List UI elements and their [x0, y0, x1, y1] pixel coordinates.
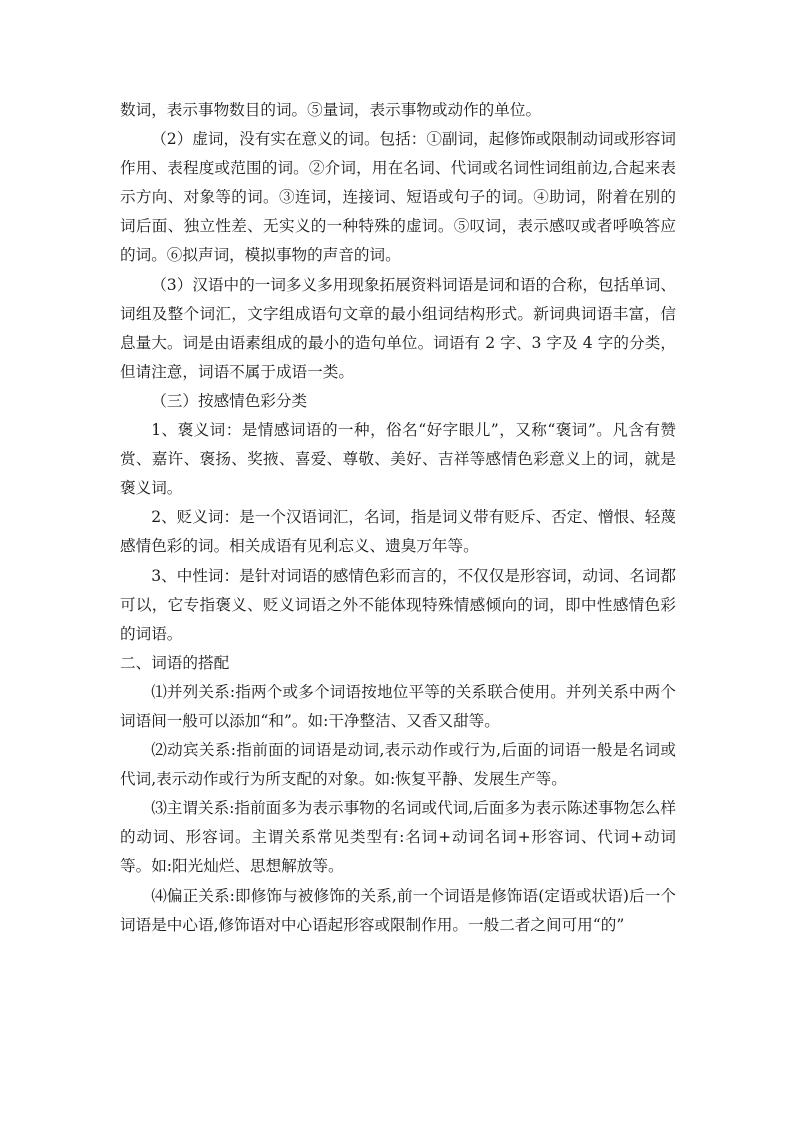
paragraph-derogatory: 2、贬义词：是一个汉语词汇，名词，指是词义带有贬斥、否定、憎恨、轻蔑感情色彩的词。相关成语有见利忘义、遗臭万年等。	[120, 508, 676, 556]
paragraph-coordinate: ⑴并列关系:指两个或多个词语按地位平等的关系联合使用。并列关系中两个词语间一般可以添加“和”。如:干净整洁、又香又甜等。	[120, 682, 676, 730]
paragraph-polysemy: （3）汉语中的一词多义多用现象拓展资料词语是词和语的合称，包括单词、词组及整个词汇，文字组成语句文章的最小组词结构形式。新词典词语丰富，信息量大。词是由语素组成的最小的造句单位。词语有 2 字、3 字及 4 字的分类，但请注意，词语不属于成语一类。	[120, 275, 676, 381]
paragraph-function-words: （2）虚词，没有实在意义的词。包括：①副词，起修饰或限制动词或形容词作用、表程度或范围的词。②介词，用在名词、代词或名词性词组前边,合起来表示方向、对象等的词。③连词，连接词、短语或句子的词。④助词，附着在别的词后面、独立性差、无实义的一种特殊的虚词。⑤叹词，表示感叹或者呼唤答应的词。⑥拟声词，模拟事物的声音的词。	[120, 130, 676, 265]
paragraph-subject-predicate: ⑶主谓关系:指前面多为表示事物的名词或代词,后面多为表示陈述事物怎么样的动词、形容词。主谓关系常见类型有:名词+动词名词+形容词、代词+动词等。如:阳光灿烂、思想解放等。	[120, 799, 676, 876]
paragraph-modifier-head: ⑷偏正关系:即修饰与被修饰的关系,前一个词语是修饰语(定语或状语)后一个词语是中心语,修饰语对中心语起形容或限制作用。一般二者之间可用“的”	[120, 886, 676, 934]
paragraph-commendatory: 1、褒义词：是情感词语的一种，俗名“好字眼儿”，又称“褒词”。凡含有赞赏、嘉许、褒扬、奖掖、喜爱、尊敬、美好、吉祥等感情色彩意义上的词，就是褒义词。	[120, 421, 676, 498]
paragraph-verb-object: ⑵动宾关系:指前面的词语是动词,表示动作或行为,后面的词语一般是名词或代词,表示动作或行为所支配的对象。如:恢复平静、发展生产等。	[120, 741, 676, 789]
section-heading-collocation: 二、词语的搭配	[120, 653, 230, 672]
paragraph-numerals: 数词，表示事物数目的词。⑤量词，表示事物或动作的单位。	[120, 101, 542, 119]
document-body	[120, 96, 676, 940]
section-heading-emotional-color: （三）按感情色彩分类	[151, 391, 308, 410]
paragraph-neutral: 3、中性词：是针对词语的感情色彩而言的，不仅仅是形容词，动词、名词都可以，它专指褒义、贬义词语之外不能体现特殊情感倾向的词，即中性感情色彩的词语。	[120, 566, 676, 643]
